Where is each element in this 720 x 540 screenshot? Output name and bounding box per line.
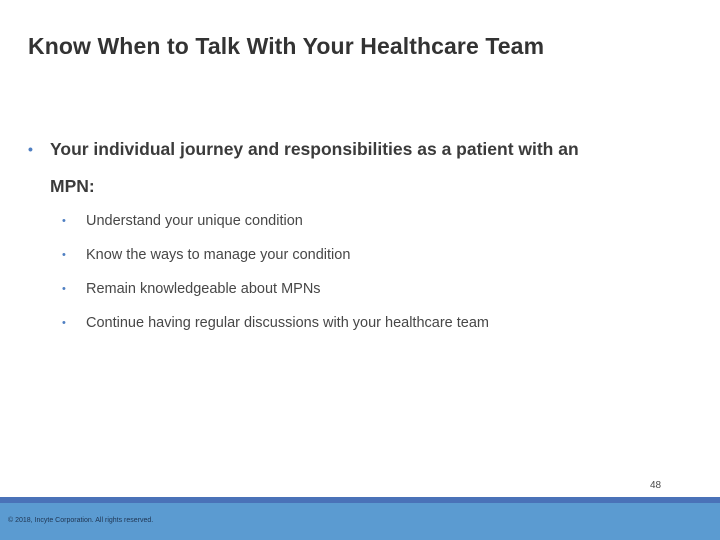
bullet-marker: • (62, 249, 66, 261)
sub-bullet-item (62, 310, 489, 344)
main-bullet (28, 137, 608, 205)
sub-bullet-text: Remain knowledgeable about MPNs (86, 281, 321, 297)
sub-bullet-text: Understand your unique condition (86, 213, 303, 229)
sub-bullet-item (62, 242, 489, 276)
bullet-marker: • (62, 317, 66, 329)
sub-bullet-list (62, 208, 489, 344)
page-number: 48 (650, 480, 662, 491)
main-bullet-text: Your individual journey and responsibilities as a patient with an MPN: (50, 139, 579, 196)
bullet-marker: • (62, 283, 66, 295)
sub-bullet-item (62, 208, 489, 242)
sub-bullet-text: Know the ways to manage your condition (86, 247, 351, 263)
slide-title: Know When to Talk With Your Healthcare Team (28, 33, 545, 59)
sub-bullet-text: Continue having regular discussions with your healthcare team (86, 315, 489, 331)
bullet-marker: • (62, 215, 66, 227)
sub-bullet-item (62, 276, 489, 310)
copyright-notice: © 2018, Incyte Corporation. All rights reserved. (8, 517, 154, 524)
bullet-marker: • (28, 141, 33, 157)
